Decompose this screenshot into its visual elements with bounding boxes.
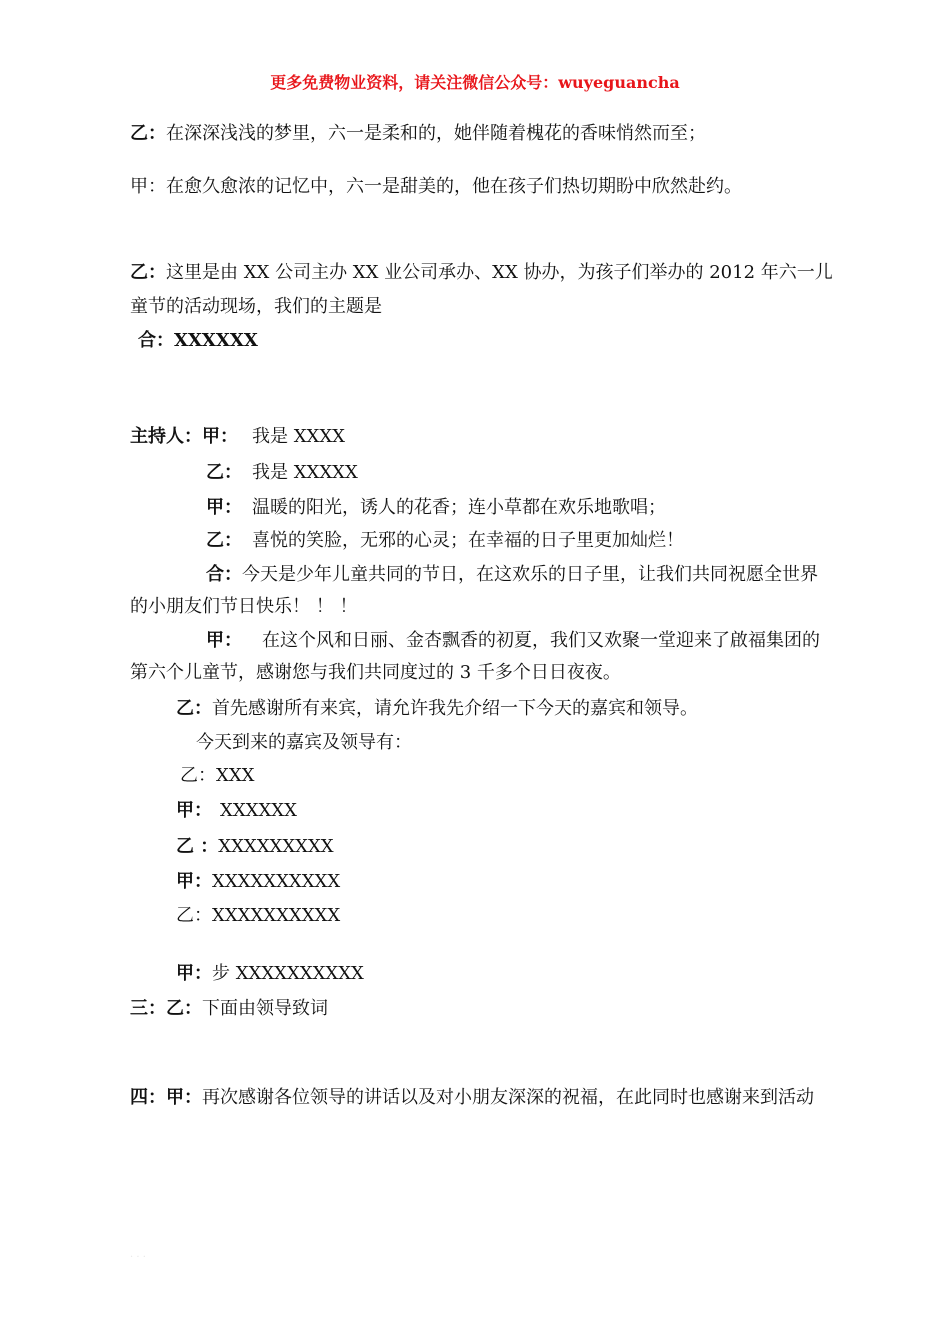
guest-line-5 [176, 905, 340, 927]
speaker-label: 乙： [206, 462, 242, 483]
guest-line-3 [176, 836, 334, 858]
section-3-line [130, 998, 328, 1020]
line-text: 这里是由 XX 公司主办 XX 业公司承办、XX 协办，为孩子们举办的 2012 年六一儿 [166, 262, 833, 283]
host-line-5b: 的小朋友们节日快乐！ ！ ！ [130, 596, 358, 617]
section-label: 三：乙： [130, 998, 202, 1019]
line-text: XXXXXXXXXX [212, 905, 341, 926]
guest-line-4 [176, 871, 340, 893]
line-text: 在深深浅浅的梦里，六一是柔和的，她伴随着槐花的香味悄然而至； [166, 123, 706, 144]
line-3 [130, 262, 833, 284]
line-text: XXXXXXXXXX [212, 871, 341, 892]
section-4-line [130, 1087, 814, 1109]
line-1 [130, 123, 706, 145]
line-text: 在愈久愈浓的记忆中，六一是甜美的，他在孩子们热切期盼中欣然赴约。 [166, 176, 742, 197]
host-label: 主持人：甲： [130, 426, 238, 447]
host-line-3 [206, 497, 666, 519]
speaker-label: 甲： [176, 871, 212, 892]
host-line-6 [206, 630, 820, 652]
line-text: 我是 XXXXX [252, 462, 358, 483]
speaker-label: 乙： [206, 530, 242, 551]
speaker-label: 乙： [130, 262, 166, 283]
line-text: 下面由领导致词 [202, 998, 328, 1019]
line-text: 温暖的阳光，诱人的花香；连小草都在欢乐地歌唱； [252, 497, 666, 518]
speaker-label: 乙： [176, 698, 212, 719]
speaker-label: 甲： [176, 800, 212, 821]
line-2 [130, 176, 742, 198]
line-text: 喜悦的笑脸，无邪的心灵；在幸福的日子里更加灿烂！ [252, 530, 684, 551]
host-line-5 [206, 564, 818, 586]
host-line-8: 今天到来的嘉宾及领导有： [196, 732, 412, 753]
line-text: XXX [216, 765, 255, 786]
guest-line-2 [176, 800, 297, 822]
line-text: 今天是少年儿童共同的节日，在这欢乐的日子里，让我们共同祝愿全世界 [242, 564, 818, 585]
line-text: 首先感谢所有来宾，请允许我先介绍一下今天的嘉宾和领导。 [212, 698, 698, 719]
line-text: 我是 XXXX [252, 426, 345, 447]
guest-line-6 [176, 963, 364, 985]
speaker-label: 乙： [180, 765, 216, 786]
speaker-label: 乙： [176, 905, 212, 926]
section-label: 四：甲： [130, 1087, 202, 1108]
speaker-label: 乙 ： [176, 836, 219, 857]
line-text: 再次感谢各位领导的讲话以及对小朋友深深的祝福，在此同时也感谢来到活动 [202, 1087, 814, 1108]
line-text: XXXXXXXXX [218, 836, 334, 857]
faint-mark: · · · [130, 1252, 146, 1263]
line-text: XXXXXX [220, 800, 297, 821]
speaker-label: 甲： [176, 963, 212, 984]
speaker-label: 合： [206, 564, 242, 585]
line-text: 在这个风和日丽、金杏飘香的初夏，我们又欢聚一堂迎来了啟福集团的 [262, 630, 820, 651]
line-text: 步 XXXXXXXXXX [212, 963, 364, 984]
line-4-together: 合：XXXXXX [138, 330, 258, 351]
speaker-label: 乙： [130, 123, 166, 144]
guest-line-1 [180, 765, 254, 787]
host-line [130, 426, 345, 448]
speaker-label: 甲： [206, 497, 242, 518]
host-line-7 [176, 698, 698, 720]
line-3b: 童节的活动现场，我们的主题是 [130, 296, 382, 317]
speaker-label: 甲： [130, 176, 166, 197]
host-line-2 [206, 462, 358, 484]
host-line-6b: 第六个儿童节，感谢您与我们共同度过的 3 千多个日日夜夜。 [130, 662, 621, 683]
host-line-4 [206, 530, 684, 552]
header-watermark-text: 更多免费物业资料，请关注微信公众号：wuyeguancha [270, 73, 680, 92]
speaker-label: 甲： [206, 630, 242, 651]
